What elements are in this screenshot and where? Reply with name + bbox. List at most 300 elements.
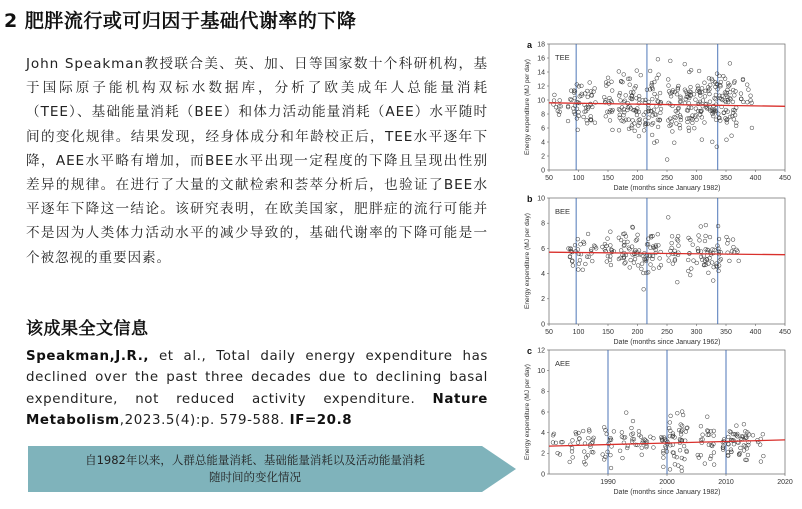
data-point-a xyxy=(750,126,754,130)
data-point-a xyxy=(571,106,575,110)
data-point-c xyxy=(712,434,716,438)
x-tick-label-a: 250 xyxy=(661,175,673,182)
data-point-a xyxy=(631,119,635,123)
data-point-c xyxy=(732,442,736,446)
data-point-a xyxy=(621,80,625,84)
data-point-c xyxy=(709,454,713,458)
data-point-b xyxy=(737,259,741,263)
data-point-a xyxy=(658,111,662,115)
x-tick-label-b: 250 xyxy=(661,329,673,336)
data-point-a xyxy=(726,88,730,92)
body-paragraph: John Speakman教授联合美、英、加、日等国家数十个科研机构，基于国际原子能机构双标水数据库，分析了欧美成年人总能量消耗（TEE）、基础能量消耗（BEE）和体力活动能量消耗（AEE）水平随时间的变化规律。结果发现，经身体成分和年龄校正后，TEE水平逐年下降，AEE水平略有增加，而BEE水平出现一定程度的下降且呈现出性别差异的规律。在进行了大量的文献检索和荟萃分析后，也验证了BEE水平逐年下降这一结论。该研究表明，在欧美国家，肥胖症的流行可能并不是因为人类体力活动水平的减少导致的，基础代谢率的下降可能是一个被忽视的重要因素。 xyxy=(26,56,488,266)
data-point-a xyxy=(622,73,626,77)
x-tick-label-a: 350 xyxy=(720,175,732,182)
data-point-a xyxy=(552,99,556,103)
data-point-b xyxy=(571,264,575,268)
data-point-a xyxy=(745,83,749,87)
data-point-b xyxy=(658,256,662,260)
data-point-a xyxy=(715,72,719,76)
data-point-a xyxy=(629,126,633,130)
data-point-a xyxy=(703,81,707,85)
data-point-c xyxy=(675,455,679,459)
data-point-c xyxy=(630,426,634,430)
data-point-c xyxy=(759,460,763,464)
data-point-b xyxy=(688,273,692,277)
y-tick-label-a: 18 xyxy=(537,41,545,49)
data-point-a xyxy=(700,138,704,142)
x-tick-label-a: 300 xyxy=(690,175,703,182)
data-point-c xyxy=(680,410,684,414)
data-point-b xyxy=(671,262,675,266)
y-tick-label-c: 6 xyxy=(541,409,545,417)
data-point-b xyxy=(675,280,679,284)
data-point-a xyxy=(734,124,738,128)
data-point-c xyxy=(673,462,677,466)
y-tick-label-a: 4 xyxy=(541,139,545,147)
data-point-a xyxy=(739,97,743,101)
data-point-a xyxy=(725,138,729,142)
data-point-a xyxy=(713,96,717,100)
data-point-b xyxy=(666,215,670,219)
data-point-a xyxy=(617,107,621,111)
data-point-a xyxy=(617,128,621,132)
data-point-a xyxy=(732,117,736,121)
data-point-a xyxy=(703,94,707,98)
data-point-b xyxy=(578,258,582,262)
data-point-b xyxy=(677,244,681,248)
x-tick-label-c: 2010 xyxy=(718,479,734,486)
data-point-a xyxy=(638,118,642,122)
data-point-a xyxy=(683,62,687,66)
y-axis-title-a: Energy expenditure (MJ per day) xyxy=(524,58,531,156)
data-point-c xyxy=(728,429,732,433)
data-point-b xyxy=(636,233,640,237)
data-point-b xyxy=(670,234,674,238)
data-point-a xyxy=(652,80,656,84)
data-point-a xyxy=(569,98,573,102)
data-point-a xyxy=(672,115,676,119)
data-point-a xyxy=(672,141,676,145)
data-point-a xyxy=(659,107,663,111)
data-point-a xyxy=(708,92,712,96)
data-point-c xyxy=(672,454,676,458)
data-point-a xyxy=(617,94,621,98)
data-point-b xyxy=(728,259,732,263)
data-point-a xyxy=(583,92,587,96)
data-point-a xyxy=(669,94,673,98)
x-tick-label-a: 400 xyxy=(749,175,762,182)
data-point-c xyxy=(746,453,750,457)
y-tick-label-c: 12 xyxy=(537,347,545,355)
data-point-c xyxy=(712,451,716,455)
data-point-c xyxy=(571,438,575,442)
x-tick-label-b: 50 xyxy=(545,329,553,336)
data-point-b xyxy=(592,244,596,248)
data-point-a xyxy=(667,84,671,88)
data-point-b xyxy=(583,262,587,266)
data-point-c xyxy=(678,448,682,452)
data-point-a xyxy=(633,129,637,133)
data-point-b xyxy=(590,259,594,263)
data-point-b xyxy=(706,271,710,275)
data-point-b xyxy=(600,245,604,249)
data-point-a xyxy=(580,84,584,88)
data-point-b xyxy=(619,238,623,242)
data-point-c xyxy=(726,435,730,439)
data-point-b xyxy=(640,262,644,266)
data-point-a xyxy=(708,100,712,104)
data-point-a xyxy=(656,57,660,61)
data-point-a xyxy=(650,81,654,85)
data-point-c xyxy=(680,469,684,473)
data-point-c xyxy=(568,460,572,464)
data-point-a xyxy=(637,118,641,122)
panel-label-b: BEE xyxy=(555,207,571,216)
data-point-b xyxy=(608,258,612,262)
data-point-b xyxy=(670,241,674,245)
y-tick-label-a: 2 xyxy=(541,153,545,161)
data-point-c xyxy=(697,456,701,460)
data-point-c xyxy=(624,411,628,415)
data-point-a xyxy=(711,114,715,118)
data-point-a xyxy=(679,118,683,122)
y-tick-label-c: 0 xyxy=(541,471,545,479)
article-title: 2 肥胖流行或可归因于基础代谢率的下降 xyxy=(4,10,357,32)
x-tick-label-b: 450 xyxy=(779,329,791,336)
data-point-b xyxy=(624,261,628,265)
data-point-b xyxy=(676,234,680,238)
data-point-a xyxy=(714,97,718,101)
data-point-c xyxy=(758,443,762,447)
y-tick-label-a: 16 xyxy=(537,55,545,63)
data-point-a xyxy=(610,89,614,93)
data-point-a xyxy=(650,97,654,101)
x-tick-label-c: 1990 xyxy=(600,479,616,486)
data-point-b xyxy=(608,230,612,234)
data-point-b xyxy=(608,244,612,248)
data-point-a xyxy=(731,88,735,92)
y-axis-title-b: Energy expenditure (MJ per day) xyxy=(524,212,531,310)
data-point-c xyxy=(729,450,733,454)
data-point-b xyxy=(704,234,708,238)
data-point-b xyxy=(667,259,671,263)
y-tick-label-a: 6 xyxy=(541,125,545,133)
data-point-c xyxy=(751,433,755,437)
data-point-b xyxy=(704,223,708,227)
data-point-a xyxy=(586,95,590,99)
data-point-c xyxy=(652,436,656,440)
data-point-c xyxy=(602,458,606,462)
data-point-c xyxy=(703,462,707,466)
data-point-b xyxy=(609,263,613,267)
data-point-b xyxy=(632,261,636,265)
data-point-b xyxy=(628,266,632,270)
data-point-b xyxy=(642,287,646,291)
data-point-a xyxy=(732,93,736,97)
data-point-b xyxy=(711,279,715,283)
data-point-a xyxy=(675,92,679,96)
data-point-a xyxy=(749,94,753,98)
data-point-c xyxy=(637,429,641,433)
data-point-c xyxy=(705,415,709,419)
data-point-c xyxy=(739,446,743,450)
data-point-b xyxy=(617,236,621,240)
data-point-b xyxy=(636,264,640,268)
data-point-c xyxy=(662,456,666,460)
data-point-a xyxy=(749,99,753,103)
data-point-a xyxy=(577,110,581,114)
y-tick-label-c: 2 xyxy=(541,450,545,458)
data-point-a xyxy=(710,140,714,144)
data-point-a xyxy=(610,80,614,84)
data-point-b xyxy=(629,258,633,262)
data-point-a xyxy=(625,108,629,112)
data-point-c xyxy=(581,429,585,433)
data-point-a xyxy=(619,99,623,103)
energy-expenditure-figure xyxy=(516,38,796,500)
x-tick-label-a: 450 xyxy=(779,175,791,182)
data-point-a xyxy=(665,158,669,162)
y-tick-label-c: 10 xyxy=(537,368,545,376)
data-point-b xyxy=(581,268,585,272)
data-point-c xyxy=(640,446,644,450)
data-point-a xyxy=(651,114,655,118)
x-axis-title-a: Date (months since January 1982) xyxy=(613,185,721,192)
data-point-a xyxy=(670,130,674,134)
data-point-a xyxy=(611,128,615,132)
data-point-b xyxy=(634,239,638,243)
x-tick-label-c: 2020 xyxy=(777,479,793,486)
data-point-c xyxy=(668,467,672,471)
data-point-a xyxy=(618,91,622,95)
data-point-b xyxy=(639,267,643,271)
data-point-b xyxy=(692,259,696,263)
y-tick-label-a: 10 xyxy=(537,97,545,105)
x-tick-label-a: 150 xyxy=(602,175,614,182)
data-point-b xyxy=(576,268,580,272)
data-point-c xyxy=(669,414,673,418)
data-point-c xyxy=(734,424,738,428)
x-tick-label-a: 200 xyxy=(631,175,644,182)
data-point-c xyxy=(681,413,685,417)
x-tick-label-b: 100 xyxy=(572,329,585,336)
data-point-b xyxy=(619,249,623,253)
data-point-b xyxy=(577,262,581,266)
data-point-a xyxy=(648,69,652,73)
x-tick-label-a: 50 xyxy=(545,175,553,182)
data-point-c xyxy=(761,432,765,436)
data-point-b xyxy=(698,238,702,242)
data-point-a xyxy=(637,134,641,138)
data-point-b xyxy=(689,267,693,271)
data-point-a xyxy=(708,83,712,87)
data-point-c xyxy=(640,453,644,457)
data-point-c xyxy=(661,465,665,469)
data-point-a xyxy=(624,93,628,97)
data-point-c xyxy=(576,441,580,445)
data-point-c xyxy=(675,411,679,415)
caption-line-2: 随时间的变化情况 xyxy=(209,470,301,484)
data-point-c xyxy=(609,453,613,457)
data-point-a xyxy=(593,121,597,125)
data-point-a xyxy=(606,76,610,80)
data-point-c xyxy=(652,446,656,450)
y-tick-label-b: 6 xyxy=(541,245,545,253)
data-point-a xyxy=(678,100,682,104)
data-point-c xyxy=(612,430,616,434)
panel-letter-b: b xyxy=(527,194,533,204)
data-point-a xyxy=(642,113,646,117)
data-point-c xyxy=(577,431,581,435)
data-point-a xyxy=(604,114,608,118)
panel-letter-c: c xyxy=(527,346,533,356)
data-point-a xyxy=(666,78,670,82)
data-point-b xyxy=(730,249,734,253)
x-axis-title-b: Date (months since January 1962) xyxy=(613,339,721,346)
data-point-a xyxy=(728,62,732,66)
data-point-b xyxy=(579,242,583,246)
data-point-a xyxy=(655,95,659,99)
data-point-a xyxy=(585,89,589,93)
data-point-c xyxy=(601,453,605,457)
y-tick-label-b: 8 xyxy=(541,220,545,228)
data-point-c xyxy=(682,444,686,448)
x-tick-label-c: 2000 xyxy=(659,479,675,486)
panel-label-c: AEE xyxy=(555,359,571,368)
data-point-a xyxy=(697,69,701,73)
panel-letter-a: a xyxy=(527,40,533,50)
data-point-a xyxy=(703,121,707,125)
data-point-c xyxy=(591,440,595,444)
data-point-a xyxy=(668,59,672,63)
data-point-c xyxy=(621,456,625,460)
data-point-a xyxy=(553,93,557,97)
data-point-a xyxy=(689,106,693,110)
data-point-a xyxy=(696,84,700,88)
data-point-c xyxy=(620,430,624,434)
data-point-b xyxy=(606,237,610,241)
data-point-b xyxy=(686,258,690,262)
data-point-c xyxy=(556,451,560,455)
data-point-c xyxy=(708,457,712,461)
data-point-a xyxy=(635,69,639,73)
data-point-a xyxy=(658,91,662,95)
data-point-a xyxy=(707,76,711,80)
data-point-a xyxy=(700,115,704,119)
figure-caption xyxy=(28,446,516,492)
data-point-a xyxy=(582,115,586,119)
data-point-c xyxy=(554,441,558,445)
y-tick-label-a: 14 xyxy=(537,69,545,77)
x-tick-label-b: 200 xyxy=(631,329,644,336)
data-point-b xyxy=(710,261,714,265)
y-tick-label-a: 0 xyxy=(541,167,545,175)
data-point-a xyxy=(687,129,691,133)
data-point-b xyxy=(703,239,707,243)
x-tick-label-b: 300 xyxy=(690,329,703,336)
data-point-b xyxy=(608,254,612,258)
data-point-a xyxy=(747,88,751,92)
data-point-b xyxy=(708,235,712,239)
data-point-a xyxy=(588,81,592,85)
data-point-a xyxy=(566,119,570,123)
data-point-a xyxy=(618,113,622,117)
data-point-a xyxy=(628,83,632,87)
data-point-b xyxy=(635,238,639,242)
data-point-a xyxy=(630,123,634,127)
data-point-a xyxy=(639,73,643,77)
data-point-c xyxy=(609,466,613,470)
data-point-a xyxy=(689,85,693,89)
x-tick-label-b: 150 xyxy=(602,329,614,336)
data-point-a xyxy=(657,73,661,77)
data-point-c xyxy=(586,436,590,440)
panel-label-a: TEE xyxy=(555,53,570,62)
data-point-b xyxy=(725,235,729,239)
y-tick-label-b: 2 xyxy=(541,296,545,304)
data-point-a xyxy=(618,108,622,112)
y-tick-label-c: 8 xyxy=(541,388,545,396)
data-point-a xyxy=(627,127,631,131)
citation-details: ,2023.5(4):p. 579-588. xyxy=(119,412,290,428)
data-point-a xyxy=(694,107,698,111)
data-point-b xyxy=(717,269,721,273)
data-point-b xyxy=(656,232,660,236)
y-tick-label-a: 8 xyxy=(541,111,545,119)
y-tick-label-b: 0 xyxy=(541,321,545,329)
data-point-c xyxy=(631,419,635,423)
x-tick-label-a: 100 xyxy=(572,175,585,182)
y-tick-label-a: 12 xyxy=(537,83,545,91)
data-point-c xyxy=(618,449,622,453)
citation-authors: Speakman,J.R., xyxy=(26,349,150,364)
data-point-a xyxy=(617,70,621,74)
data-point-a xyxy=(655,76,659,80)
citation-text: et al., Total daily energy expenditure has declined over the past three decades due to declining basal expenditure, not reduced activity expenditure. xyxy=(26,349,488,407)
x-tick-label-b: 400 xyxy=(749,329,762,336)
data-point-a xyxy=(608,119,612,123)
data-point-a xyxy=(650,133,654,137)
data-point-c xyxy=(712,463,716,467)
data-point-b xyxy=(691,243,695,247)
data-point-a xyxy=(730,134,734,138)
data-point-c xyxy=(742,422,746,426)
data-point-c xyxy=(680,466,684,470)
data-point-b xyxy=(586,232,590,236)
data-point-a xyxy=(694,98,698,102)
y-tick-label-b: 10 xyxy=(537,195,545,203)
data-point-b xyxy=(652,267,656,271)
y-tick-label-b: 4 xyxy=(541,271,545,278)
data-point-a xyxy=(734,89,738,93)
data-point-c xyxy=(571,456,575,460)
x-tick-label-b: 350 xyxy=(720,329,732,336)
section-subtitle: 该成果全文信息 xyxy=(26,319,149,339)
data-point-a xyxy=(700,86,704,90)
data-point-a xyxy=(557,113,561,117)
data-point-b xyxy=(699,225,703,229)
data-point-a xyxy=(750,101,754,105)
data-point-a xyxy=(592,90,596,94)
caption-line-1: 自1982年以来，人群总能量消耗、基础能量消耗以及活动能量消耗 xyxy=(85,453,425,467)
data-point-c xyxy=(668,421,672,425)
data-point-a xyxy=(733,80,737,84)
data-point-c xyxy=(699,424,703,428)
data-point-b xyxy=(697,234,701,238)
data-point-a xyxy=(692,126,696,130)
data-point-b xyxy=(633,257,637,261)
data-point-b xyxy=(731,238,735,242)
